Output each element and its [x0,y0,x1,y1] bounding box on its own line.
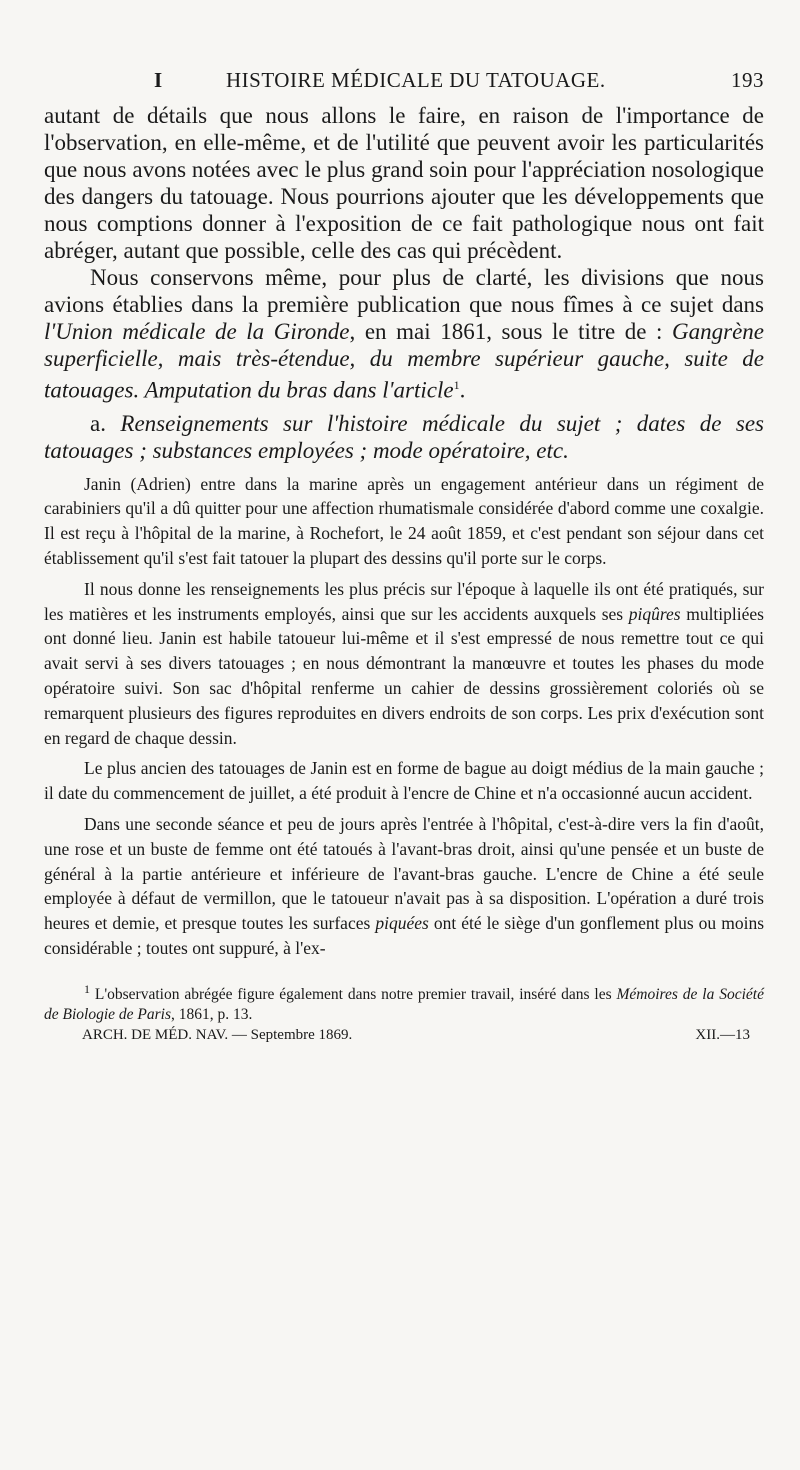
section-heading [44,410,764,464]
footnote-journal: Mémoires de la Société de Biologie de Paris [44,985,764,1023]
paragraph-text: ont été le siège d'un gonflement plus ou moins considérable ; toutes ont suppuré, à l'ex- [44,913,764,958]
paragraph-renseignements [44,577,764,751]
italic-term: piquées [375,913,429,934]
paragraph-janin [44,472,764,571]
paragraph-text: autant de détails que nous allons le faire, en raison de l'importance de l'observation, en elle-même, et de l'utilité que peuvent avoir les particularités que nous avons notées avec le plus grand soin pour l'appréciation nosologique des dangers du tatouage. Nous pourrions ajouter que les développements que nous comptions donner à l'exposition de ce fait pathologique nous ont fait abréger, autant que possible, celle des cas qui précèdent. [44,103,764,263]
running-title: HISTOIRE MÉDICALE DU TATOUAGE. [226,68,606,92]
footnote-text: , 1861, p. 13. [171,1005,253,1023]
footnote [44,979,764,1025]
signature-line [44,1025,764,1045]
paragraph-text: Janin (Adrien) entre dans la marine après un engagement antérieur dans un régiment de carabiniers qu'il a dû quitter pour une affection rhumatismale considérée d'abord comme une coxalgie. Il est reçu à l'hôpital de la marine, à Rochefort, le 24 août 1859, et c'est pendant son séjour dans cet établissement qu'il s'est fait tatouer la plupart des dessins qu'il porte sur le corps. [44,473,764,569]
paragraph-text: . [459,377,466,403]
footnote-ref: 1 [453,378,460,392]
header-mark: I [154,68,163,92]
section-title: Renseignements sur l'histoire médicale du sujet ; dates de ses tatouages ; substances employées ; mode opératoire, etc. [44,410,764,463]
paragraph-text: , en mai 1861, sous le titre de : [349,319,673,344]
paragraph-text: multipliées ont donné lieu. Janin est habile tatoueur lui-même et il s'est empressé de nous remettre tout ce qui avait servi à ses divers tatouages ; en nous démontrant la manœuvre et toutes les phases du mode opératoire suivi. Son sac d'hôpital renferme un cahier de dessins grossièrement coloriés où se remarquent plusieurs des figures reproduites en divers endroits de son corps. Les prix d'exécution sont en regard de chaque dessin. [44,603,764,748]
running-header [44,62,764,102]
journal-title: l'Union médicale de la Gironde [44,319,350,344]
italic-term: piqûres [628,603,681,624]
paragraph-divisions [44,264,764,404]
paragraph-text: Nous conservons même, pour plus de clarté, les divisions que nous avions établies dans la première publication que nous fîmes à ce sujet dans [44,265,764,317]
paragraph-bague [44,756,764,806]
paragraph-text: Le plus ancien des tatouages de Janin est en forme de bague au doigt médius de la main gauche ; il date du commencement de juillet, a été produit à l'encre de Chine et n'a occasionné aucun accident. [44,758,764,804]
footnote-number: 1 [84,981,90,996]
paragraph-seconde-seance [44,812,764,961]
paragraph-continuation [44,102,764,264]
paragraph-text: Il nous donne les renseignements les plus précis sur l'époque à laquelle ils ont été pratiqués, sur les matières et les instruments employés, ainsi que sur les accidents auxquels ses [44,578,764,624]
journal-signature: ARCH. DE MÉD. NAV. — Septembre 1869. [82,1026,353,1043]
paragraph-text: Dans une seconde séance et peu de jours après l'entrée à l'hôpital, c'est-à-dire vers la fin d'août, une rose et un buste de femme ont été tatoués à l'avant-bras droit, ainsi qu'une pensée et un buste de général à la partie antérieure et inférieure de l'avant-bras gauche. L'encre de Chine a été seule employée à défaut de vermillon, que le tatoueur n'avait pas à sa disposition. L'opération a duré trois heures et demie, et presque toutes les surfaces [44,814,764,934]
footnote-text: L'observation abrégée figure également dans notre premier travail, inséré dans les [90,985,617,1003]
publication-title: Gangrène superficielle, mais très-étendue, du membre supérieur gauche, suite de tatouages. Amputation du bras dans l'article [44,319,764,403]
section-letter: a. [90,410,121,436]
sheet-signature: XII.—13 [695,1026,750,1043]
page-number: 193 [731,68,764,92]
